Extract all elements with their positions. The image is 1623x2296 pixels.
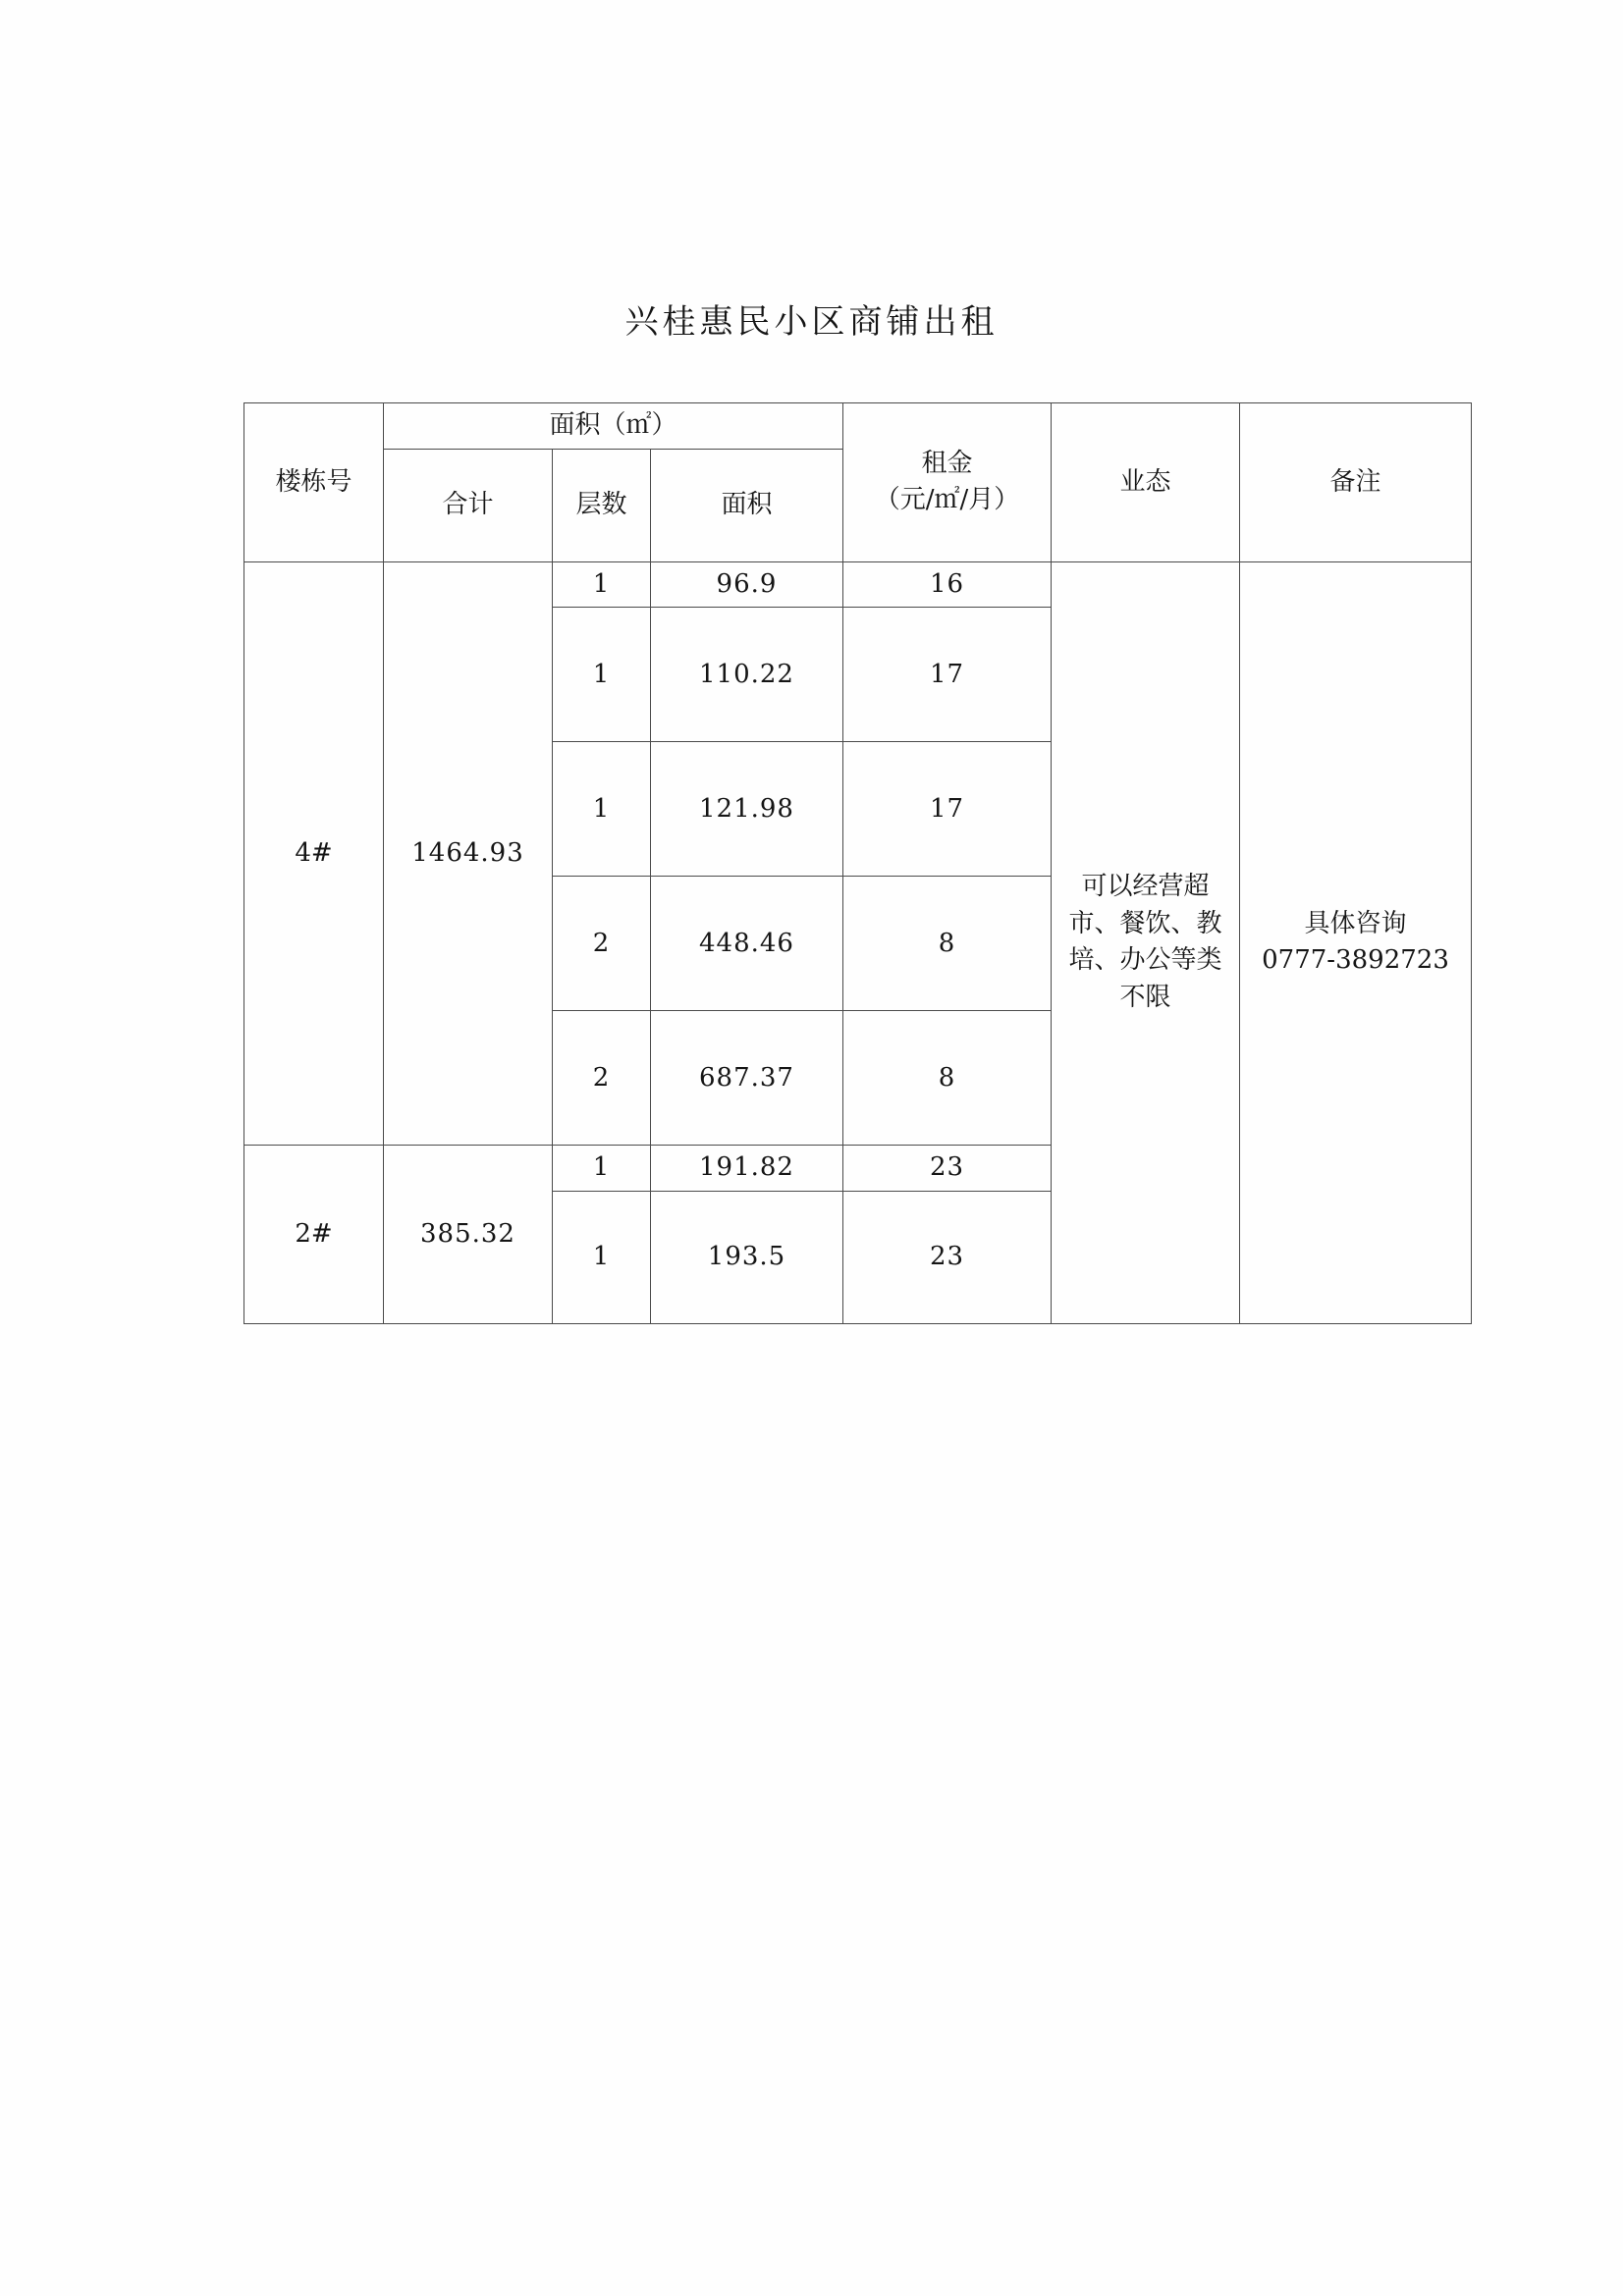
shop-rent-table xyxy=(243,402,1472,1324)
header-building: 楼栋号 xyxy=(244,403,384,562)
cell-rent: 17 xyxy=(843,608,1052,742)
table-header-row-1 xyxy=(244,403,1472,450)
page-title: 兴桂惠民小区商铺出租 xyxy=(624,302,999,342)
cell-rent: 16 xyxy=(843,561,1052,608)
header-floor: 层数 xyxy=(553,449,651,561)
cell-floor: 1 xyxy=(553,1146,651,1192)
cell-area: 448.46 xyxy=(651,877,843,1011)
cell-floor: 2 xyxy=(553,877,651,1011)
table-row xyxy=(244,561,1472,608)
cell-rent: 23 xyxy=(843,1146,1052,1192)
cell-total-2: 385.32 xyxy=(384,1146,553,1324)
cell-floor: 1 xyxy=(553,1192,651,1324)
header-remark: 备注 xyxy=(1240,403,1472,562)
header-rent-line1: 租金 xyxy=(921,448,973,478)
header-rent xyxy=(843,403,1052,562)
header-total: 合计 xyxy=(384,449,553,561)
cell-building-4: 4# xyxy=(244,561,384,1146)
header-business-type: 业态 xyxy=(1052,403,1240,562)
header-rent-line2: （元/㎡/月） xyxy=(874,485,1020,515)
header-area: 面积 xyxy=(651,449,843,561)
header-area-group: 面积（㎡） xyxy=(384,403,843,450)
cell-rent: 8 xyxy=(843,1011,1052,1146)
cell-floor: 2 xyxy=(553,1011,651,1146)
cell-remark xyxy=(1240,561,1472,1323)
remark-line-2: 0777-3892723 xyxy=(1262,945,1449,976)
cell-area: 110.22 xyxy=(651,608,843,742)
cell-area: 687.37 xyxy=(651,1011,843,1146)
cell-rent: 23 xyxy=(843,1192,1052,1324)
cell-building-2: 2# xyxy=(244,1146,384,1324)
cell-area: 121.98 xyxy=(651,742,843,877)
remark-line-1: 具体咨询 xyxy=(1304,908,1407,938)
rent-table-container xyxy=(243,402,1471,1324)
cell-floor: 1 xyxy=(553,608,651,742)
cell-area: 96.9 xyxy=(651,561,843,608)
cell-area: 191.82 xyxy=(651,1146,843,1192)
cell-total-4: 1464.93 xyxy=(384,561,553,1146)
cell-floor: 1 xyxy=(553,561,651,608)
cell-business-type: 可以经营超市、餐饮、教培、办公等类不限 xyxy=(1052,561,1240,1323)
cell-area: 193.5 xyxy=(651,1192,843,1324)
cell-rent: 17 xyxy=(843,742,1052,877)
cell-rent: 8 xyxy=(843,877,1052,1011)
cell-floor: 1 xyxy=(553,742,651,877)
